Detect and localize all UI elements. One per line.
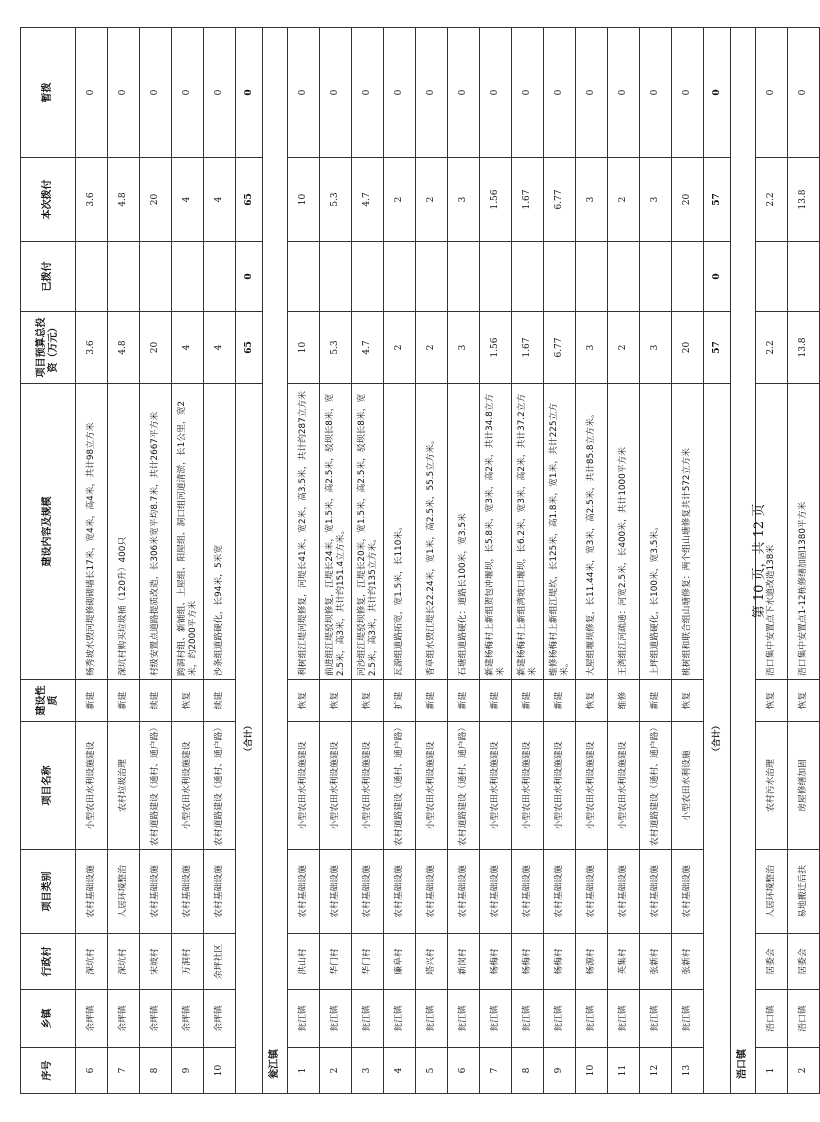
cell-paid [788,242,820,312]
cell-village: 宋坡村 [140,934,172,990]
cell-current: 3.6 [76,158,108,242]
cell-reserve: 0 [756,28,788,158]
cell-seq: 6 [76,1048,108,1094]
cell-village: 张新村 [672,934,704,990]
cell-town: 瓮江镇 [480,990,512,1048]
town-heading: 瓮江镇 [263,28,288,1094]
cell-town: 瓮江镇 [608,990,640,1048]
cell-nature: 恢复 [756,680,788,722]
cell-seq: 7 [108,1048,140,1094]
page-footer: 第 10 页，共 12 页 [752,503,767,619]
cell-reserve: 0 [512,28,544,158]
cell-village: 塔兴村 [416,934,448,990]
cell-reserve: 0 [480,28,512,158]
cell-budget: 4.7 [352,312,384,384]
table-row [544,28,576,1094]
cell-paid [172,242,204,312]
table-row [76,28,108,1094]
table-row [512,28,544,1094]
cell-budget: 2 [416,312,448,384]
cell-seq: 5 [416,1048,448,1094]
cell-reserve: 0 [204,28,236,158]
table-row [416,28,448,1094]
cell-content: 河沙组江堤驳坝修复，江堤长20米，宽1.5米，高2.5米，驳坝长8米，宽2.5米，高3米，共计约135立方米。 [352,384,384,680]
table-row [576,28,608,1094]
cell-seq: 1 [288,1048,320,1094]
cell-current: 3 [640,158,672,242]
section-wengjiang [288,28,704,1094]
cell-category: 农村基础设施 [544,850,576,934]
cell-nature: 扩建 [384,680,416,722]
cell-name: 农村道路建设（通村、通户路） [448,722,480,850]
cell-budget: 20 [140,312,172,384]
subtotal-paid: 0 [236,242,263,312]
table-row [640,28,672,1094]
cell-seq: 9 [544,1048,576,1094]
cell-paid [544,242,576,312]
cell-current: 2 [416,158,448,242]
cell-reserve: 0 [288,28,320,158]
cell-current: 2.2 [756,158,788,242]
cell-seq: 8 [140,1048,172,1094]
cell-town: 余坪镇 [172,990,204,1048]
cell-town: 浯口镇 [788,990,820,1048]
cell-current: 20 [672,158,704,242]
cell-current: 3 [448,158,480,242]
header-reserve: 暂拨 [21,28,76,158]
cell-name: 小型农田水利设施建设 [512,722,544,850]
cell-town: 余坪镇 [204,990,236,1048]
cell-town: 余坪镇 [108,990,140,1048]
cell-nature: 新建 [480,680,512,722]
cell-reserve: 0 [76,28,108,158]
cell-paid [512,242,544,312]
cell-town: 瓮江镇 [416,990,448,1048]
header-seq: 序号 [21,1048,76,1094]
header-paid: 已拨付 [21,242,76,312]
cell-village: 居委会 [756,934,788,990]
cell-reserve: 0 [448,28,480,158]
cell-town: 瓮江镇 [672,990,704,1048]
table-row [448,28,480,1094]
cell-town: 余坪镇 [140,990,172,1048]
cell-current: 5.3 [320,158,352,242]
cell-paid [448,242,480,312]
cell-category: 农村基础设施 [288,850,320,934]
cell-nature: 续建 [204,680,236,722]
cell-nature: 恢复 [352,680,384,722]
cell-content: 沙条组道路硬化，长94米，5米宽 [204,384,236,680]
cell-category: 农村基础设施 [448,850,480,934]
cell-content: 石塘组道路硬化：道路长100米，宽3.5米 [448,384,480,680]
cell-nature: 新建 [416,680,448,722]
cell-seq: 9 [172,1048,204,1094]
cell-paid [204,242,236,312]
cell-reserve: 0 [140,28,172,158]
cell-reserve: 0 [352,28,384,158]
table-row [320,28,352,1094]
cell-content: 杨秀坡水毁河堤修砌砌墙长17米，宽4米，高4米，共计98立方米 [76,384,108,680]
header-category: 项目类别 [21,850,76,934]
cell-nature: 新建 [544,680,576,722]
table-row [288,28,320,1094]
cell-seq: 3 [352,1048,384,1094]
cell-town: 瓮江镇 [288,990,320,1048]
cell-village: 杨梅村 [480,934,512,990]
cell-reserve: 0 [416,28,448,158]
cell-budget: 6.77 [544,312,576,384]
cell-current: 4.8 [108,158,140,242]
cell-name: 小型农田水利设施建设 [544,722,576,850]
cell-content: 深坑村购买垃圾桶（120升）400只 [108,384,140,680]
cell-paid [384,242,416,312]
cell-content: 跨洞村组、新铺组、上屋组、阳屋组、洞口组河道清淤，长1公里，宽2米，约2000平方米 [172,384,204,680]
cell-seq: 2 [788,1048,820,1094]
cell-village: 华门村 [320,934,352,990]
cell-content: 香草组水毁江堤长22.24米，宽1米，高2.5米，55.5立方米。 [416,384,448,680]
cell-paid [108,242,140,312]
cell-village: 廉阜村 [384,934,416,990]
subtotal-budget: 57 [704,312,731,384]
cell-current: 3 [576,158,608,242]
cell-budget: 3.6 [76,312,108,384]
cell-village: 新岗村 [448,934,480,990]
cell-content: 新建杨梅村上新组贺包冲堰坝，长5.8米，宽3米，高2米，共计34.8立方米 [480,384,512,680]
cell-nature: 恢复 [788,680,820,722]
cell-paid [480,242,512,312]
cell-village: 余坪社区 [204,934,236,990]
cell-content: 利树组江堤河堤修复，河堤长41米，宽2米，高3.5米，共计约287立方米 [288,384,320,680]
cell-category: 农村基础设施 [140,850,172,934]
cell-name: 农村道路建设（通村、通户路） [384,722,416,850]
cell-village: 深坑村 [76,934,108,990]
cell-village: 杨梅村 [544,934,576,990]
cell-category: 农村基础设施 [608,850,640,934]
cell-village: 杨梅村 [512,934,544,990]
cell-category: 农村基础设施 [640,850,672,934]
cell-current: 2 [384,158,416,242]
cell-seq: 4 [384,1048,416,1094]
cell-town: 瓮江镇 [640,990,672,1048]
cell-current: 1.56 [480,158,512,242]
subtotal-reserve: 0 [704,28,731,158]
cell-seq: 7 [480,1048,512,1094]
cell-name: 小型农田水利设施建设 [288,722,320,850]
cell-nature: 恢复 [576,680,608,722]
cell-category: 农村基础设施 [480,850,512,934]
cell-reserve: 0 [384,28,416,158]
cell-nature: 续建 [140,680,172,722]
cell-paid [640,242,672,312]
cell-current: 10 [288,158,320,242]
cell-paid [76,242,108,312]
cell-village: 洪山村 [288,934,320,990]
cell-reserve: 0 [608,28,640,158]
cell-budget: 3 [640,312,672,384]
subtotal-paid: 0 [704,242,731,312]
cell-category: 农村基础设施 [204,850,236,934]
table-row [608,28,640,1094]
cell-content: 王湾组江河疏通：河宽2.5米，长400米，共计1000平方米 [608,384,640,680]
cell-budget: 2.2 [756,312,788,384]
subtotal-current: 65 [236,158,263,242]
cell-reserve: 0 [788,28,820,158]
cell-budget: 1.67 [512,312,544,384]
table-row [480,28,512,1094]
cell-budget: 4 [204,312,236,384]
cell-category: 农村基础设施 [384,850,416,934]
cell-town: 瓮江镇 [512,990,544,1048]
cell-village: 英集村 [608,934,640,990]
cell-content: 浯口集中安置点1-12栋修缮加固1380平方米 [788,384,820,680]
table-row [384,28,416,1094]
cell-content: 上坪组道路硬化，长100米，宽3.5米。 [640,384,672,680]
cell-budget: 4 [172,312,204,384]
cell-seq: 11 [608,1048,640,1094]
cell-village: 深坑村 [108,934,140,990]
cell-name: 农村道路建设（通村、通户路） [140,722,172,850]
cell-category: 农村基础设施 [76,850,108,934]
cell-budget: 3 [448,312,480,384]
cell-current: 20 [140,158,172,242]
cell-nature: 恢复 [320,680,352,722]
cell-town: 瓮江镇 [576,990,608,1048]
header-name: 项目名称 [21,722,76,850]
cell-name: 小型农田水利设施建设 [608,722,640,850]
table-row [172,28,204,1094]
table-row [352,28,384,1094]
subtotal-yuping [236,28,288,1094]
table-row [108,28,140,1094]
cell-name: 小型农田水利设施建设 [172,722,204,850]
cell-nature: 新建 [448,680,480,722]
cell-nature: 新建 [76,680,108,722]
cell-budget: 5.3 [320,312,352,384]
subtotal-reserve: 0 [236,28,263,158]
cell-reserve: 0 [576,28,608,158]
cell-budget: 3 [576,312,608,384]
cell-nature: 维修 [608,680,640,722]
cell-category: 人居环境整治 [756,850,788,934]
cell-seq: 2 [320,1048,352,1094]
cell-current: 13.8 [788,158,820,242]
cell-name: 农村道路建设（通村、通户路） [204,722,236,850]
cell-category: 人居环境整治 [108,850,140,934]
cell-budget: 2 [384,312,416,384]
header-nature: 建设性质 [21,680,76,722]
cell-category: 易地搬迁后扶 [788,850,820,934]
cell-content: 桃树组和联合组山塘修复：两个组山塘修复共计572立方米 [672,384,704,680]
cell-name: 小型农田水利设施建设 [480,722,512,850]
cell-village: 居委会 [788,934,820,990]
cell-seq: 8 [512,1048,544,1094]
cell-nature: 恢复 [172,680,204,722]
cell-town: 瓮江镇 [384,990,416,1048]
cell-current: 4 [204,158,236,242]
cell-town: 瓮江镇 [544,990,576,1048]
table-row [204,28,236,1094]
cell-seq: 10 [204,1048,236,1094]
cell-content: 村级安置点道路提质改造，长306米宽平均8.7米，共计2667平方米 [140,384,172,680]
cell-content: 大屋组堰坝修复，长11.44米，宽3米，高2.5米，共计85.8立方米。 [576,384,608,680]
cell-village: 张新村 [640,934,672,990]
cell-paid [140,242,172,312]
cell-nature: 恢复 [288,680,320,722]
cell-reserve: 0 [172,28,204,158]
cell-town: 瓮江镇 [448,990,480,1048]
cell-current: 4 [172,158,204,242]
cell-seq: 1 [756,1048,788,1094]
cell-content: 瓦源组道路拓宽，宽1.5米，长110米。 [384,384,416,680]
cell-budget: 4.8 [108,312,140,384]
cell-content: 维修杨梅村上新组江堤坎，长125米，高1.8米，宽1米，共计225立方米。 [544,384,576,680]
cell-category: 农村基础设施 [172,850,204,934]
cell-reserve: 0 [640,28,672,158]
cell-nature: 新建 [640,680,672,722]
cell-town: 浯口镇 [756,990,788,1048]
table-row [140,28,172,1094]
table-row [788,28,820,1094]
cell-village: 杨源村 [576,934,608,990]
cell-current: 2 [608,158,640,242]
cell-current: 4.7 [352,158,384,242]
cell-paid [352,242,384,312]
cell-budget: 2 [608,312,640,384]
cell-name: 小型农田水利设施建设 [416,722,448,850]
cell-nature: 新建 [512,680,544,722]
cell-content: 新建杨梅村上新组湾坡口堰坝，长6.2米，宽3米，高2米，共计37.2立方米 [512,384,544,680]
cell-reserve: 0 [672,28,704,158]
cell-paid [608,242,640,312]
cell-budget: 13.8 [788,312,820,384]
cell-category: 农村基础设施 [512,850,544,934]
cell-current: 6.77 [544,158,576,242]
cell-name: 小型农田水利设施建设 [76,722,108,850]
project-table [20,27,820,1094]
cell-name: 农村垃圾治理 [108,722,140,850]
cell-budget: 1.56 [480,312,512,384]
cell-category: 农村基础设施 [576,850,608,934]
cell-seq: 13 [672,1048,704,1094]
cell-name: 小型农田水利设施建设 [320,722,352,850]
cell-seq: 6 [448,1048,480,1094]
cell-current: 1.67 [512,158,544,242]
header-village: 行政村 [21,934,76,990]
cell-paid [416,242,448,312]
cell-name: 小型农田水利设施 [672,722,704,850]
cell-content: 浯口集中安置点下水道改造138米 [756,384,788,680]
cell-village: 万洞村 [172,934,204,990]
cell-paid [320,242,352,312]
cell-town: 瓮江镇 [352,990,384,1048]
header-row [21,28,76,1094]
header-town: 乡镇 [21,990,76,1048]
cell-reserve: 0 [108,28,140,158]
subtotal-label: （合计） [236,384,263,1094]
cell-paid [576,242,608,312]
cell-town: 余坪镇 [76,990,108,1048]
section-yuping [76,28,236,1094]
cell-nature: 恢复 [672,680,704,722]
subtotal-label: （合计） [704,384,731,1094]
town-heading: 浯口镇 [731,28,756,1094]
cell-seq: 12 [640,1048,672,1094]
header-budget: 项目预算总投资（万元） [21,312,76,384]
subtotal-current: 57 [704,158,731,242]
cell-category: 农村基础设施 [320,850,352,934]
cell-reserve: 0 [320,28,352,158]
cell-village: 华门村 [352,934,384,990]
cell-name: 小型农田水利设施建设 [352,722,384,850]
cell-category: 农村基础设施 [416,850,448,934]
cell-content: 前进组江堤驳坝修复，江堤长24米，宽1.5米，高2.5米，驳坝长8米，宽2.5米，高3米，共计约151.4立方米。 [320,384,352,680]
cell-name: 小型农田水利设施建设 [576,722,608,850]
cell-name: 农村污水治理 [756,722,788,850]
cell-paid [288,242,320,312]
cell-name: 农村道路建设（通村、通户路） [640,722,672,850]
cell-reserve: 0 [544,28,576,158]
cell-name: 房屋修缮加固 [788,722,820,850]
cell-nature: 新建 [108,680,140,722]
cell-budget: 10 [288,312,320,384]
cell-paid [672,242,704,312]
header-content: 建设内容及规模 [21,384,76,680]
cell-category: 农村基础设施 [672,850,704,934]
subtotal-budget: 65 [236,312,263,384]
table-row [672,28,704,1094]
header-current: 本次拨付 [21,158,76,242]
cell-seq: 10 [576,1048,608,1094]
cell-category: 农村基础设施 [352,850,384,934]
cell-town: 瓮江镇 [320,990,352,1048]
cell-budget: 20 [672,312,704,384]
